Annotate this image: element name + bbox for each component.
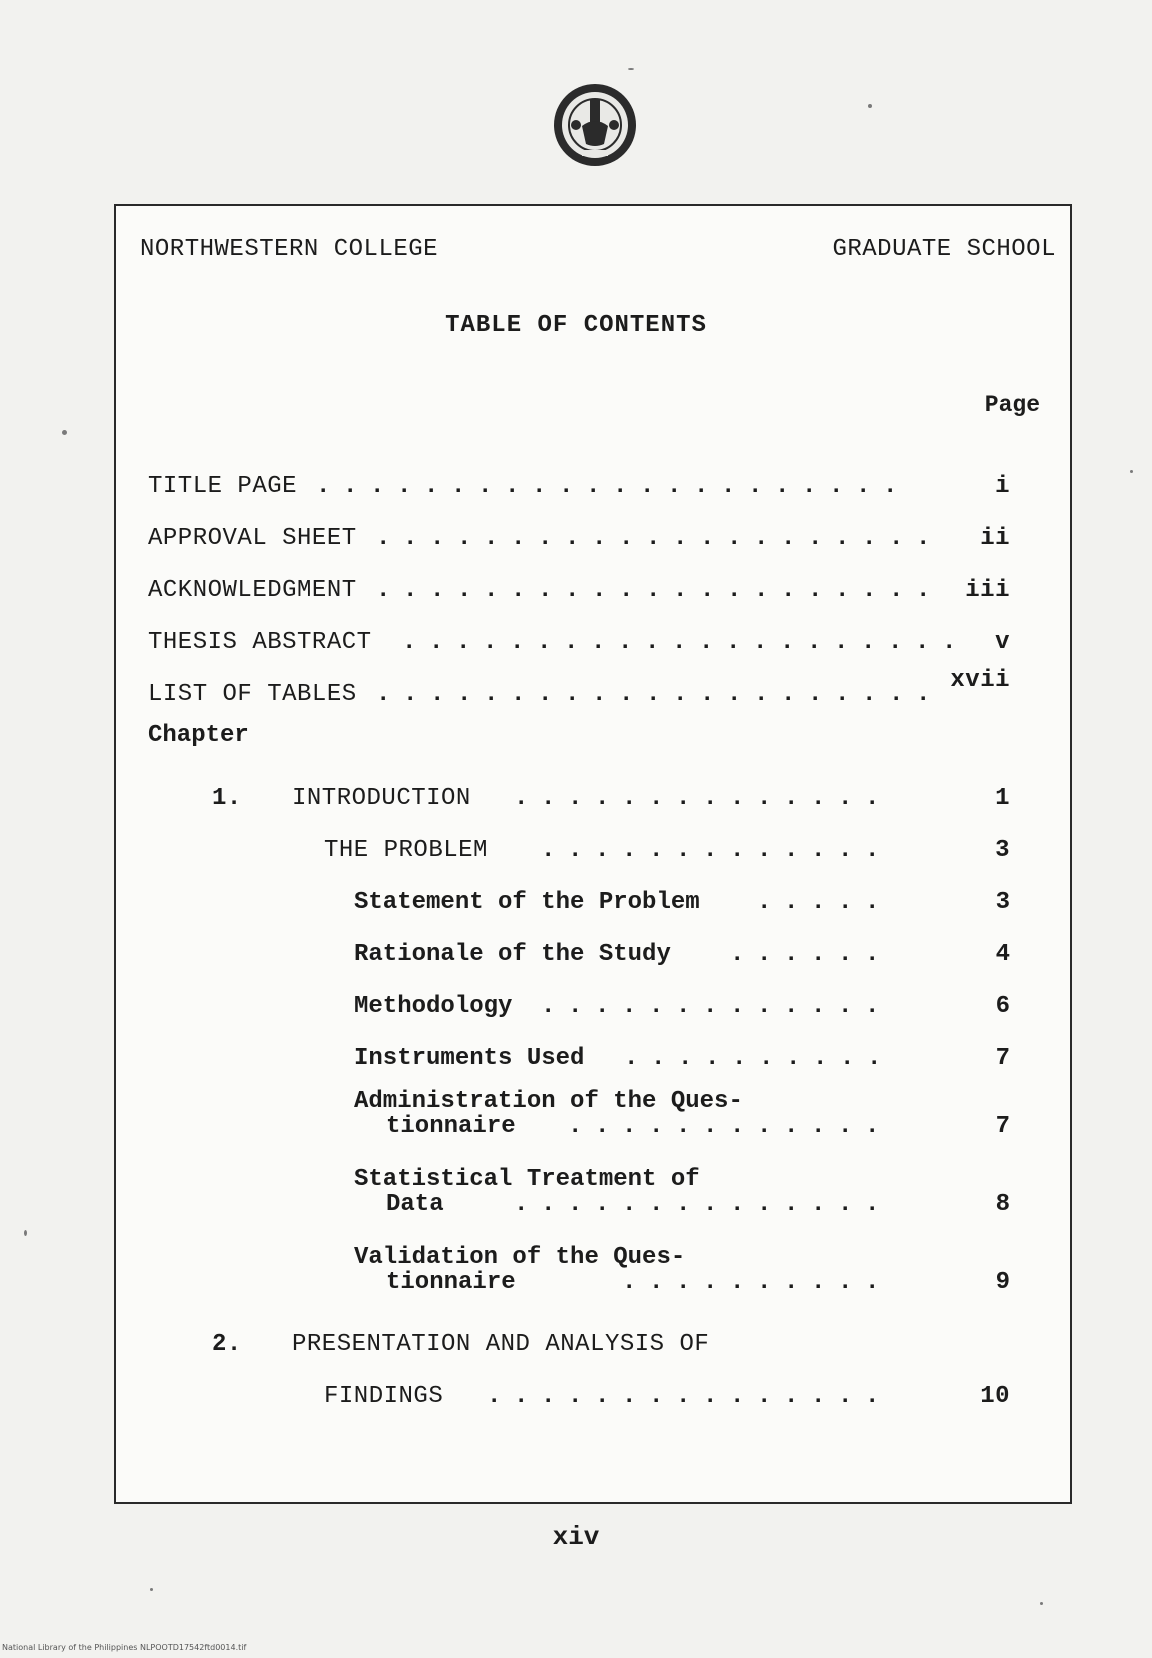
toc-entry-page: 3 bbox=[995, 837, 1010, 864]
toc-entry-page: 6 bbox=[995, 993, 1010, 1020]
toc-entry bbox=[140, 868, 1010, 924]
chapter-title: INTRODUCTION bbox=[292, 785, 471, 812]
toc-entry bbox=[140, 1076, 1010, 1148]
leader-dots: ..................... bbox=[376, 577, 944, 604]
chapter-entry bbox=[140, 764, 1010, 820]
scan-speck bbox=[628, 68, 634, 70]
scan-speck bbox=[62, 430, 67, 435]
leader-dots: ............. bbox=[540, 837, 892, 864]
library-seal-image bbox=[552, 82, 638, 168]
leader-dots: .......... bbox=[624, 1045, 895, 1072]
leader-dots: ...... bbox=[729, 941, 892, 968]
toc-entry bbox=[140, 504, 1010, 560]
scan-credit: National Library of the Philippines NLPOOTD17542ftd0014.tif bbox=[2, 1643, 247, 1652]
section-label-line1: Statistical Treatment of bbox=[354, 1166, 700, 1193]
chapter-title-line1: PRESENTATION AND ANALYSIS OF bbox=[292, 1331, 710, 1358]
page-column-header: Page bbox=[984, 392, 1040, 418]
leader-dots: ............ bbox=[567, 1113, 892, 1140]
leader-dots: ............... bbox=[486, 1383, 892, 1410]
section-label: Methodology bbox=[354, 993, 513, 1020]
toc-entry-page: v bbox=[995, 629, 1010, 656]
toc-entry-page: 7 bbox=[995, 1045, 1010, 1072]
toc-entry bbox=[140, 1024, 1010, 1080]
section-label-line2: tionnaire bbox=[386, 1269, 516, 1296]
section-label-line1: Validation of the Ques- bbox=[354, 1244, 686, 1271]
toc-entry-page: 1 bbox=[995, 785, 1010, 812]
leader-dots: ..................... bbox=[376, 681, 944, 708]
toc-entry-page: 7 bbox=[995, 1113, 1010, 1140]
scan-speck bbox=[1130, 470, 1133, 473]
leader-dots: ..................... bbox=[376, 525, 944, 552]
leader-dots: ............. bbox=[540, 993, 892, 1020]
section-label-line1: Administration of the Ques- bbox=[354, 1088, 743, 1115]
page-title: TABLE OF CONTENTS bbox=[445, 312, 707, 339]
toc-entry bbox=[140, 920, 1010, 976]
chapter-title-line2: FINDINGS bbox=[324, 1383, 444, 1410]
section-label: THE PROBLEM bbox=[324, 837, 488, 864]
scan-speck bbox=[24, 1230, 27, 1236]
toc-entry bbox=[140, 556, 1010, 612]
leader-dots: .............. bbox=[513, 785, 892, 812]
section-label: Rationale of the Study bbox=[354, 941, 671, 968]
toc-entry-page: i bbox=[995, 473, 1010, 500]
section-label-line2: Data bbox=[386, 1191, 444, 1218]
scan-speck bbox=[150, 1588, 153, 1591]
section-label-line2: tionnaire bbox=[386, 1113, 516, 1140]
toc-entry bbox=[140, 1154, 1010, 1226]
toc-entry bbox=[140, 660, 1010, 716]
toc-entry-page: iii bbox=[965, 577, 1010, 604]
chapter-entry-continued bbox=[140, 1362, 1010, 1418]
toc-entry-page: 10 bbox=[980, 1383, 1010, 1410]
chapter-number: 1. bbox=[212, 785, 242, 812]
leader-dots: ..................... bbox=[402, 629, 970, 656]
leader-dots: ..... bbox=[756, 889, 892, 916]
leader-dots: .......... bbox=[621, 1269, 892, 1296]
toc-entry bbox=[140, 816, 1010, 872]
toc-entry-label: ACKNOWLEDGMENT bbox=[148, 577, 357, 604]
section-label: Instruments Used bbox=[354, 1045, 585, 1072]
leader-dots: ...................... bbox=[316, 473, 911, 500]
toc-entry-page: 8 bbox=[995, 1191, 1010, 1218]
page-number: xiv bbox=[552, 1522, 600, 1552]
toc-entry-label: LIST OF TABLES bbox=[148, 681, 357, 708]
scan-speck bbox=[1040, 1602, 1043, 1605]
institution-name: NORTHWESTERN COLLEGE bbox=[140, 236, 439, 263]
toc-entry-label: TITLE PAGE bbox=[148, 473, 298, 500]
toc-entry bbox=[140, 1232, 1010, 1304]
chapter-entry bbox=[140, 1310, 1010, 1366]
scan-speck bbox=[868, 104, 872, 108]
toc-entry bbox=[140, 972, 1010, 1028]
chapter-number: 2. bbox=[212, 1331, 242, 1358]
toc-entry bbox=[140, 608, 1010, 664]
toc-entry-label: THESIS ABSTRACT bbox=[148, 629, 372, 656]
chapter-heading: Chapter bbox=[148, 722, 249, 749]
toc-entry-label: APPROVAL SHEET bbox=[148, 525, 357, 552]
leader-dots: .............. bbox=[513, 1191, 892, 1218]
toc-entry-page: 3 bbox=[995, 889, 1010, 916]
toc-entry-page: xvii bbox=[950, 667, 1010, 694]
toc-entry-page: ii bbox=[980, 525, 1010, 552]
toc-entry bbox=[140, 452, 1010, 508]
toc-entry-page: 9 bbox=[995, 1269, 1010, 1296]
school-name: GRADUATE SCHOOL bbox=[832, 236, 1056, 263]
section-label: Statement of the Problem bbox=[354, 889, 700, 916]
toc-entry-page: 4 bbox=[995, 941, 1010, 968]
